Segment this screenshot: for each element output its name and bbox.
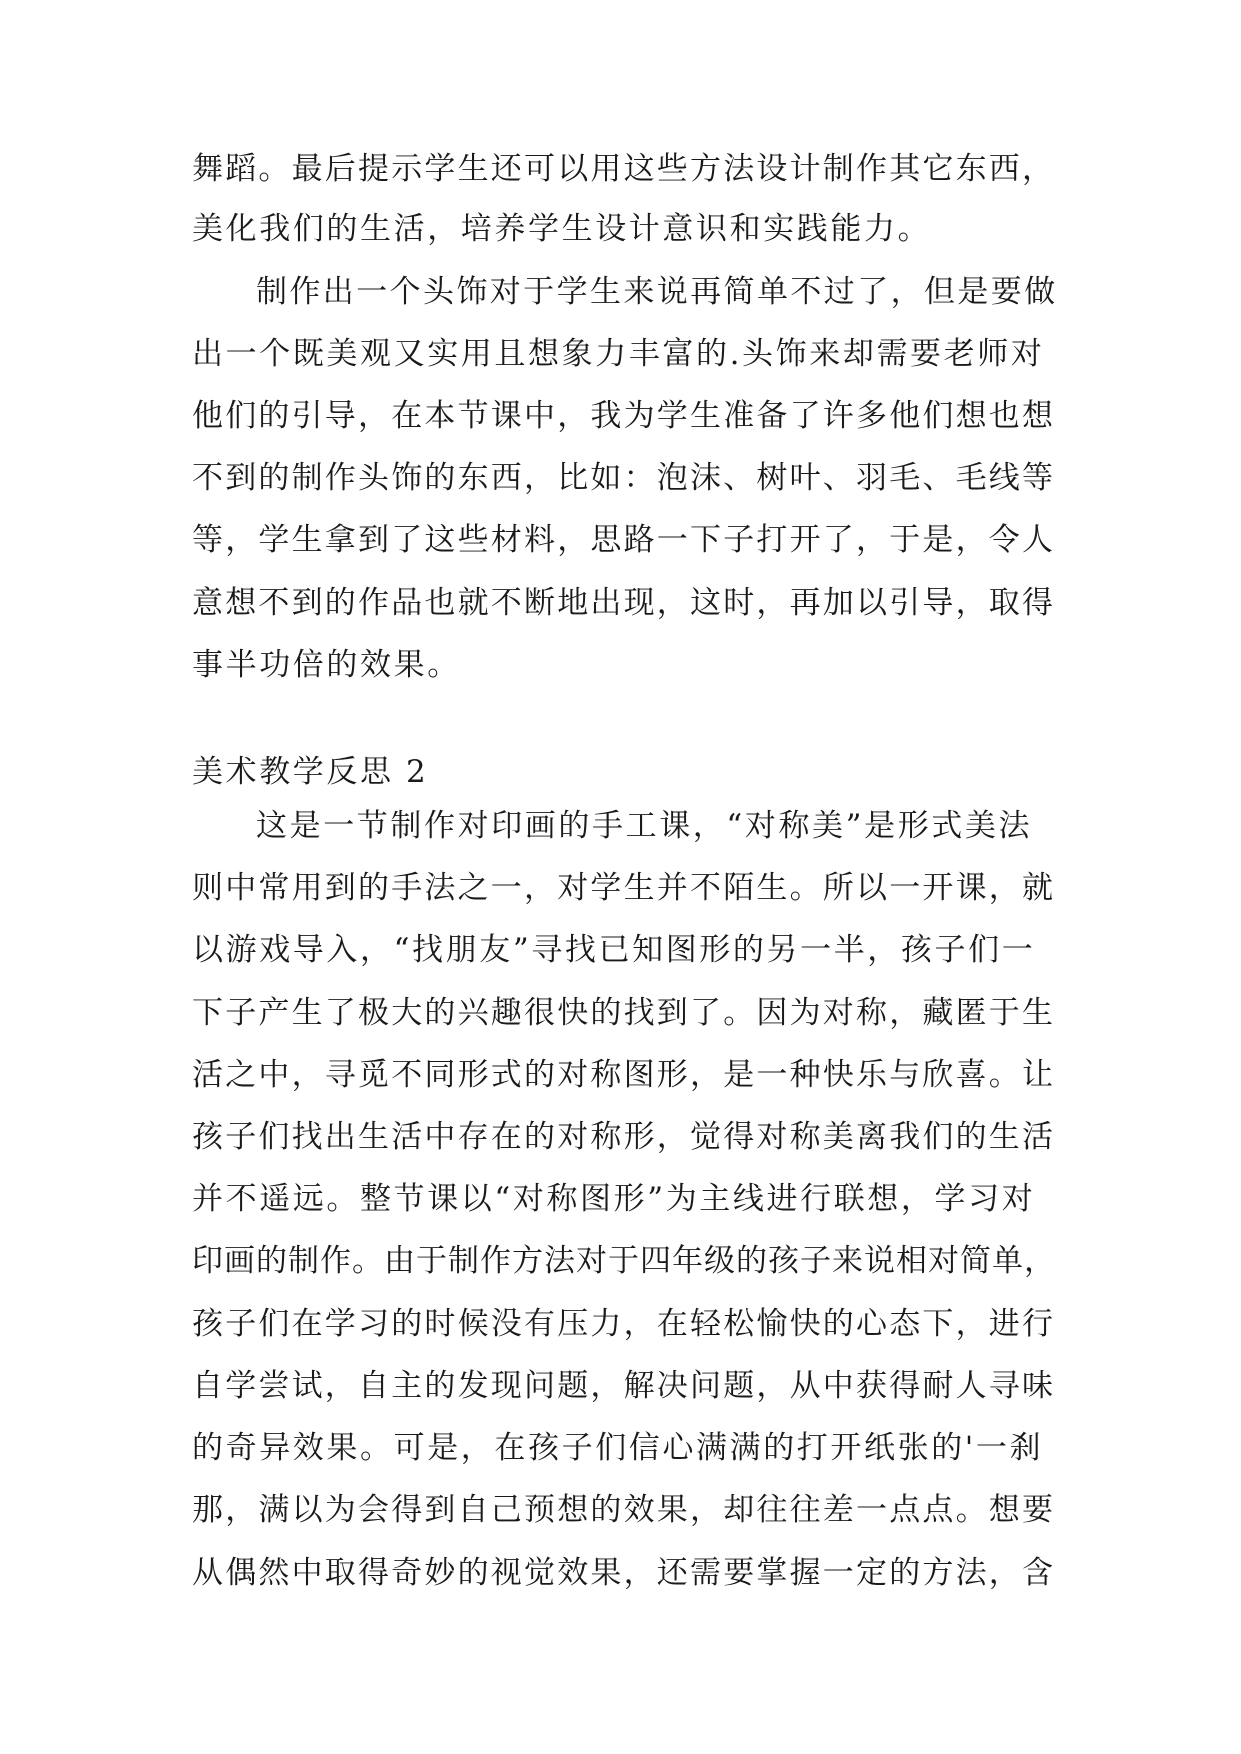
- section-heading: 美术教学反思 2: [192, 754, 429, 790]
- paragraph-line: 美化我们的生活，培养学生设计意识和实践能力。: [192, 211, 932, 247]
- paragraph-line: 孩子们找出生活中存在的对称形，觉得对称美离我们的生活: [192, 1119, 1056, 1155]
- paragraph-line: 从偶然中取得奇妙的视觉效果，还需要掌握一定的方法，含: [192, 1555, 1056, 1591]
- paragraph-line: 则中常用到的手法之一，对学生并不陌生。所以一开课，就: [192, 870, 1056, 906]
- paragraph-line: 自学尝试，自主的发现问题，解决问题，从中获得耐人寻味: [192, 1368, 1056, 1404]
- paragraph-line: 不到的制作头饰的东西，比如：泡沫、树叶、羽毛、毛线等: [192, 460, 1056, 496]
- paragraph-line: 意想不到的作品也就不断地出现，这时，再加以引导，取得: [192, 585, 1056, 621]
- paragraph-line: 以游戏导入，“找朋友”寻找已知图形的另一半，孩子们一: [192, 932, 1036, 968]
- paragraph-line: 制作出一个头饰对于学生来说再简单不过了，但是要做: [256, 274, 1058, 310]
- paragraph-line: 等，学生拿到了这些材料，思路一下子打开了，于是，令人: [192, 522, 1056, 558]
- paragraph-line: 并不遥远。整节课以“对称图形”为主线进行联想，学习对: [192, 1181, 1036, 1217]
- paragraph-line: 孩子们在学习的时候没有压力，在轻松愉快的心态下，进行: [192, 1306, 1056, 1342]
- paragraph-line: 的奇异效果。可是，在孩子们信心满满的打开纸张的'一刹: [192, 1430, 1044, 1466]
- paragraph-line: 他们的引导，在本节课中，我为学生准备了许多他们想也想: [192, 398, 1056, 434]
- paragraph-line: 印画的制作。由于制作方法对于四年级的孩子来说相对简单，: [192, 1243, 1056, 1279]
- paragraph-line: 事半功倍的效果。: [192, 647, 461, 683]
- paragraph-line: 这是一节制作对印画的手工课，“对称美”是形式美法: [256, 808, 1033, 844]
- paragraph-line: 出一个既美观又实用且想象力丰富的.头饰来却需要老师对: [192, 336, 1045, 372]
- paragraph-line: 下子产生了极大的兴趣很快的找到了。因为对称，藏匿于生: [192, 995, 1056, 1031]
- paragraph-line: 那，满以为会得到自己预想的效果，却往往差一点点。想要: [192, 1492, 1056, 1528]
- paragraph-line: 活之中，寻觅不同形式的对称图形，是一种快乐与欣喜。让: [192, 1057, 1056, 1093]
- paragraph-line: 舞蹈。最后提示学生还可以用这些方法设计制作其它东西，: [192, 151, 1056, 187]
